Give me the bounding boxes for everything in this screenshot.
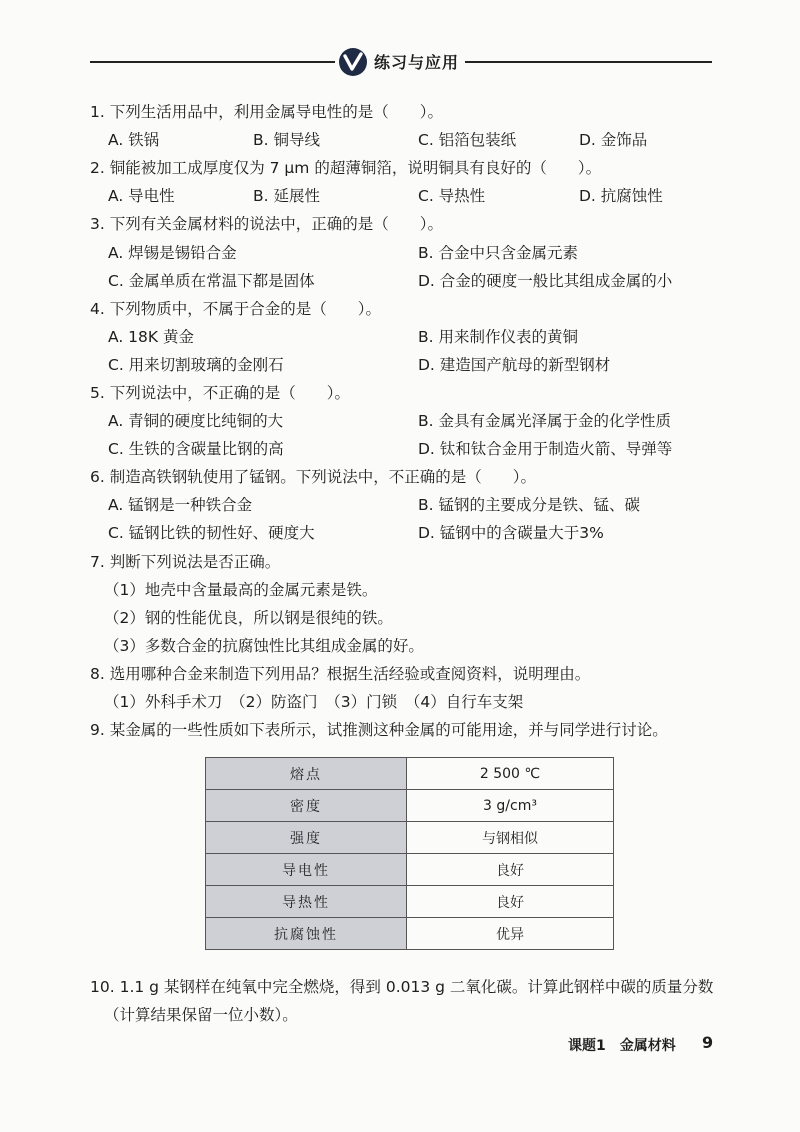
q5-option-c: C. 生铁的含碳量比钢的高 <box>108 440 284 458</box>
table-key: 强度 <box>206 822 407 854</box>
q4-option-a: A. 18K 黄金 <box>108 328 194 346</box>
question-7: 7. 判断下列说法是否正确。 <box>90 553 281 571</box>
question-5: 5. 下列说法中，不正确的是（ ）。 <box>90 384 350 402</box>
q1-option-a: A. 铁锅 <box>108 131 160 149</box>
q2-option-b: B. 延展性 <box>253 187 320 205</box>
question-3: 3. 下列有关金属材料的说法中，正确的是（ ）。 <box>90 215 443 233</box>
question-2: 2. 铜能被加工成厚度仅为 7 μm 的超薄铜箔，说明铜具有良好的（ ）。 <box>90 159 602 177</box>
section-logo-icon <box>338 47 368 77</box>
question-6: 6. 制造高铁钢轨使用了锰钢。下列说法中，不正确的是（ ）。 <box>90 468 536 486</box>
table-key: 熔点 <box>206 758 407 790</box>
table-key: 导热性 <box>206 886 407 918</box>
question-9: 9. 某金属的一些性质如下表所示，试推测这种金属的可能用途，并与同学进行讨论。 <box>90 721 668 739</box>
question-8: 8. 选用哪种合金来制造下列用品？根据生活经验或查阅资料，说明理由。 <box>90 665 591 683</box>
header-rule-right <box>465 61 712 63</box>
q2-option-a: A. 导电性 <box>108 187 175 205</box>
table-row <box>206 822 614 854</box>
q6-option-c: C. 锰钢比铁的韧性好、硬度大 <box>108 524 315 542</box>
page-number: 9 <box>702 1033 714 1052</box>
table-key: 导电性 <box>206 854 407 886</box>
q7-item-2: （2）钢的性能优良，所以钢是很纯的铁。 <box>104 609 393 627</box>
question-10-continued: （计算结果保留一位小数）。 <box>104 1006 298 1024</box>
q5-option-b: B. 金具有金属光泽属于金的化学性质 <box>418 412 671 430</box>
q5-option-d: D. 钛和钛合金用于制造火箭、导弹等 <box>418 440 673 458</box>
q6-option-a: A. 锰钢是一种铁合金 <box>108 496 253 514</box>
q1-option-b: B. 铜导线 <box>253 131 320 149</box>
metal-properties-table <box>205 757 614 950</box>
table-row <box>206 758 614 790</box>
q4-option-b: B. 用来制作仪表的黄铜 <box>418 328 578 346</box>
q5-option-a: A. 青铜的硬度比纯铜的大 <box>108 412 284 430</box>
q3-option-d: D. 合金的硬度一般比其组成金属的小 <box>418 272 673 290</box>
q3-option-c: C. 金属单质在常温下都是固体 <box>108 272 315 290</box>
table-value: 2 500 ℃ <box>407 758 614 790</box>
q2-option-d: D. 抗腐蚀性 <box>579 187 663 205</box>
q1-option-c: C. 铝箔包装纸 <box>418 131 517 149</box>
q6-option-d: D. 锰钢中的含碳量大于3% <box>418 524 604 542</box>
q8-items: （1）外科手术刀 （2）防盗门 （3）门锁 （4）自行车支架 <box>104 693 524 711</box>
q7-item-3: （3）多数合金的抗腐蚀性比其组成金属的好。 <box>104 637 424 655</box>
q6-option-b: B. 锰钢的主要成分是铁、锰、碳 <box>418 496 640 514</box>
q7-item-1: （1）地壳中含量最高的金属元素是铁。 <box>104 581 378 599</box>
q1-option-d: D. 金饰品 <box>579 131 648 149</box>
q4-option-c: C. 用来切割玻璃的金刚石 <box>108 356 284 374</box>
q3-option-b: B. 合金中只含金属元素 <box>418 244 578 262</box>
table-value: 3 g/cm³ <box>407 790 614 822</box>
table-value: 优异 <box>407 918 614 950</box>
question-10: 10. 1.1 g 某钢样在纯氧中完全燃烧，得到 0.013 g 二氧化碳。计算此钢样中碳的质量分数 <box>90 978 714 996</box>
table-value: 与钢相似 <box>407 822 614 854</box>
q4-option-d: D. 建造国产航母的新型钢材 <box>418 356 611 374</box>
question-4: 4. 下列物质中，不属于合金的是（ ）。 <box>90 300 381 318</box>
section-title: 练习与应用 <box>374 53 460 72</box>
table-value: 良好 <box>407 886 614 918</box>
table-row <box>206 886 614 918</box>
footer-chapter: 课题1 金属材料 <box>568 1038 676 1054</box>
table-key: 密度 <box>206 790 407 822</box>
q3-option-a: A. 焊锡是锡铅合金 <box>108 244 237 262</box>
question-1: 1. 下列生活用品中，利用金属导电性的是（ ）。 <box>90 103 443 121</box>
header-rule-left <box>90 61 335 63</box>
table-value: 良好 <box>407 854 614 886</box>
table-row <box>206 918 614 950</box>
table-key: 抗腐蚀性 <box>206 918 407 950</box>
table-row <box>206 854 614 886</box>
q2-option-c: C. 导热性 <box>418 187 486 205</box>
table-row <box>206 790 614 822</box>
